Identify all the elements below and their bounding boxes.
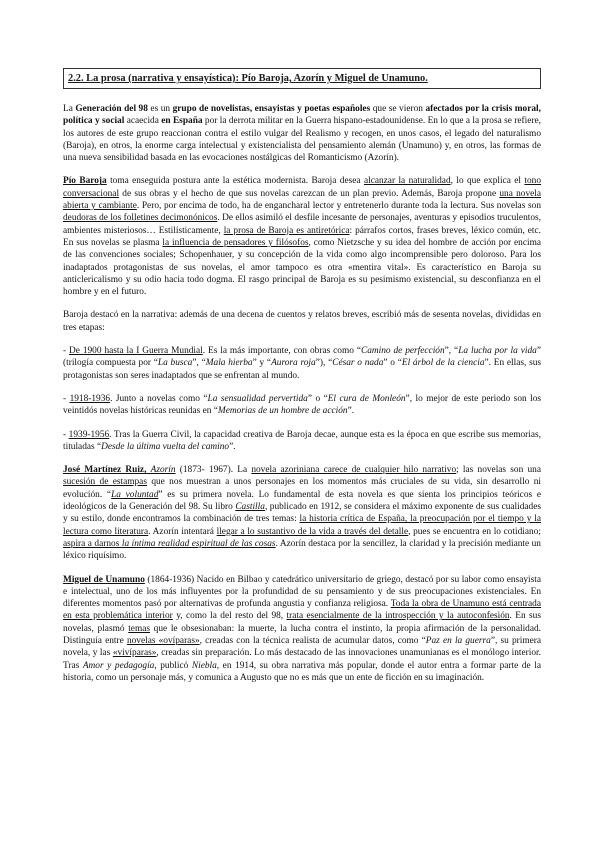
emphasis-text: Toda la obra de Unamuno está centrada en esta problemática interior	[63, 599, 541, 622]
emphasis-text: Azorín	[150, 465, 176, 476]
emphasis-text: Mala hierba	[205, 358, 253, 369]
body-text: y, como la del resto del 98,	[172, 611, 287, 622]
body-text: (1873- 1967). La	[175, 465, 252, 476]
emphasis-text: temas	[128, 623, 150, 634]
body-text: La	[63, 104, 76, 114]
emphasis-text: El cura de Monleón	[327, 393, 406, 404]
body-text: ”, “	[192, 358, 206, 369]
emphasis-text: La lucha por la vida	[458, 346, 537, 357]
emphasis-text: afectados por la crisis moral, política y social	[63, 104, 541, 127]
emphasis-text: Memorias de un hombre de acción	[217, 406, 348, 417]
emphasis-text: Miguel de Unamuno	[63, 574, 145, 585]
emphasis-text: novela azoriniana carece de cualquier hilo narrativo	[251, 465, 457, 476]
body-text: ”.	[347, 406, 355, 417]
body-text: ”, su primera novela, y las	[63, 635, 541, 659]
body-text: es un	[147, 104, 173, 114]
body-text: -	[63, 429, 69, 440]
emphasis-text: llegar a lo sustantivo de la vida a través del detalle	[216, 526, 409, 537]
body-text: , como Nietzsche y su idea del hombre de acción por encima de las convenciones sociales; Schopenhauer, y su concepción de la vida como algo incomprensible pero doloroso. Para los inadaptados protagonistas de sus novelas, el amor tampoco es otra «mentira vital». Es característico en Baroja su anticlericalismo y su odio hacia todo dogma. El rasgo principal de Baroja es su pesimismo existencial, su desconfianza en el hombre y en el futuro.	[63, 237, 541, 298]
emphasis-text: la historia crítica de España, la preocupación por el tiempo y la lectura como literatura	[63, 514, 541, 537]
emphasis-text: Castilla	[235, 502, 265, 513]
emphasis-text: la íntima realidad espiritual de las cosas	[121, 538, 276, 549]
body-text: que se vieron	[370, 104, 426, 114]
emphasis-text: trata esencialmente de la introspección y la autoconfesión	[286, 611, 510, 622]
body-text: . Azorín destaca por la sencillez, la claridad y la precisión mediante un léxico riquísimo.	[63, 538, 541, 562]
body-text: , en 1914, su obra narrativa más popular, donde el autor entra a formar parte de la historia, como un personaje más, y comunica a Augusto que no es más que un ente de ficción en su imaginación.	[63, 660, 541, 683]
body-text: ”, lo mejor de este periodo son los veintidós novelas históricas reunidas en “	[63, 393, 542, 417]
emphasis-text: en España	[161, 116, 203, 127]
body-text: ” o “	[383, 358, 402, 369]
body-text: , creadas sin preparación. Lo más destacado de las innovaciones unamunianas es el monólogo interior. Tras	[63, 648, 541, 671]
body-text: -	[63, 393, 70, 404]
body-text: , creadas con la técnica realista de acumular datos, como “	[199, 635, 426, 646]
paragraph-azorin	[63, 464, 541, 562]
body-text: ”.	[229, 441, 236, 452]
emphasis-text: novelas «ovíparas»	[126, 635, 200, 646]
body-text: : párrafos cortos, frases breves, léxico común, etc. En sus novelas se plasma	[63, 225, 541, 248]
body-text: . Azorín intentará	[148, 526, 217, 537]
body-text: que le obsesionaban: la muerte, la lucha contra el instinto, la propia afirmación de la personalidad. Distinguía entre	[63, 623, 541, 646]
emphasis-text: La voluntad	[111, 489, 159, 500]
paragraph-etapa-2	[63, 393, 541, 418]
section-title: 2.2. La prosa (narrativa y ensayística): Pío Baroja, Azorín y Miguel de Unamuno.	[68, 73, 428, 84]
body-text: . De ellos asimiló el desfile incesante de personajes, aventuras y episodios truculentos, ambientes misteriosos… Estilísticamente,	[63, 213, 541, 236]
body-text: ”), “	[315, 358, 333, 369]
body-text: ; las novelas son una	[456, 465, 541, 476]
emphasis-text: la prosa de Baroja es antiretórica	[223, 225, 350, 236]
document-body	[63, 68, 541, 684]
paragraph-etapa-1	[63, 345, 541, 382]
paragraph-generacion-98	[63, 103, 541, 164]
emphasis-text: Paz en la guerra	[425, 635, 491, 646]
paragraph-unamuno	[63, 574, 541, 685]
emphasis-text: una novela abierta y cambiante	[63, 188, 542, 212]
emphasis-text: 1918-1936	[69, 393, 111, 404]
emphasis-text: la influencia de pensadores y filósofos	[162, 237, 309, 248]
body-text: ”, “	[444, 346, 459, 357]
body-text: ”. En ellas, sus protagonistas son seres inadaptados que se enfrentan al mundo.	[63, 358, 542, 381]
body-text: , publicó	[154, 660, 192, 671]
emphasis-text: La sensualidad pervertida	[207, 393, 308, 404]
body-text: . Es la más importante, con obras como “	[202, 346, 361, 357]
emphasis-text: deudoras de los folletines decimonónicos	[63, 213, 218, 224]
body-text: acaecida	[124, 116, 162, 127]
body-text: (1864-1936) Nacido en Bilbao y catedrático universitario de griego, destacó por su labor como ensayista e intelectual, uno de los más influyentes por la profundidad de su pensamiento y de sus preocupaciones existenciales. En diferentes momentos pasó por alternativas de profunda angustia y confianza religiosa.	[63, 574, 541, 610]
emphasis-text: 1939-1956	[68, 429, 110, 440]
paragraph-pio-baroja	[63, 175, 541, 298]
emphasis-text: grupo de novelistas, ensayistas y poetas españoles	[172, 104, 371, 114]
body-text: ” o “	[307, 393, 328, 404]
emphasis-text: El árbol de la ciencia	[401, 358, 485, 369]
body-text: ” (trilogía compuesta por “	[63, 346, 541, 369]
body-text: -	[63, 346, 70, 357]
body-text: . Pero, por encima de todo, ha de engancharal lector y entretenerlo durante toda la lectura. Sus novelas son	[136, 201, 542, 212]
body-text: . En sus novelas, plasmó	[63, 611, 541, 634]
paragraph-baroja-narrativa	[63, 309, 541, 334]
emphasis-text: La busca	[157, 358, 193, 369]
body-text: toma enseguida postura ante la estética modernista. Baroja desea	[106, 176, 364, 187]
body-text: por la derrota militar en la Guerra hispano-estadounidense. En lo que a la prosa se refiere, los autores de este grupo reaccionan contra el estilo vulgar del Realismo y recogen, en unos casos, el legado del naturalismo (Baroja), en otros, la enorme carga intelectual y existencialista del pensamiento alemán (Unamuno) y, en otros, las formas de una nueva sensibilidad basada en las evocaciones nostálgicas del Romanticismo (Azorín).	[63, 116, 541, 164]
emphasis-text: alcanzar la naturalidad	[363, 176, 451, 187]
emphasis-text: tono conversacional	[63, 176, 541, 199]
body-text: ” y “	[252, 358, 272, 369]
body-text: , pues se encuentra en lo cotidiano;	[408, 526, 541, 537]
emphasis-text: Amor y pedagogía	[82, 660, 155, 671]
emphasis-text: Desde la última vuelta del camino	[101, 441, 230, 452]
body-text: , publicado en 1912, se considera el máximo exponente de sus cualidades y su estilo, donde encontramos la combinación de tres temas:	[63, 502, 542, 525]
emphasis-text: Niebla	[191, 660, 217, 671]
emphasis-text: José Martínez Ruiz,	[63, 465, 151, 476]
body-text: que nos muestran a unos personajes en los momentos más cruciales de su vida, sin desarrollo ni evolución. “	[63, 477, 541, 500]
body-text: de sus obras y el hecho de que sus novelas carezcan de un plan previo. Además, Baroja propone	[119, 188, 500, 199]
paragraph-etapa-3	[63, 429, 541, 454]
emphasis-text: Generación del 98	[75, 104, 148, 114]
emphasis-text: César o nada	[332, 358, 384, 369]
emphasis-text: Camino de perfección	[360, 346, 445, 357]
emphasis-text: «vivíparas»	[112, 648, 157, 659]
body-text: , lo que explica el	[450, 176, 525, 187]
body-text: Baroja destacó en la narrativa: además de una decena de cuentos y relatos breves, escribió más de sesenta novelas, divididas en tres etapas:	[63, 310, 541, 333]
emphasis-text: De 1900 hasta la I Guerra Mundial	[69, 346, 203, 357]
emphasis-text: sucesión de estampas	[63, 477, 147, 488]
body-text: . Tras la Guerra Civil, la capacidad creativa de Baroja decae, aunque esta es la época en que escribe sus memorias, tituladas “	[63, 429, 542, 452]
body-text: . Junto a novelas como “	[110, 393, 208, 404]
emphasis-text: Pío Baroja	[63, 176, 107, 187]
emphasis-text: Aurora roja	[271, 358, 316, 369]
body-text: ” es su primera novela. Lo fundamental de esta novela es que sienta los principios teóricos e ideológicos de la Generación del 98. Su libro	[63, 489, 542, 513]
section-title-box	[63, 68, 541, 89]
emphasis-text: aspira a darnos	[63, 538, 122, 549]
